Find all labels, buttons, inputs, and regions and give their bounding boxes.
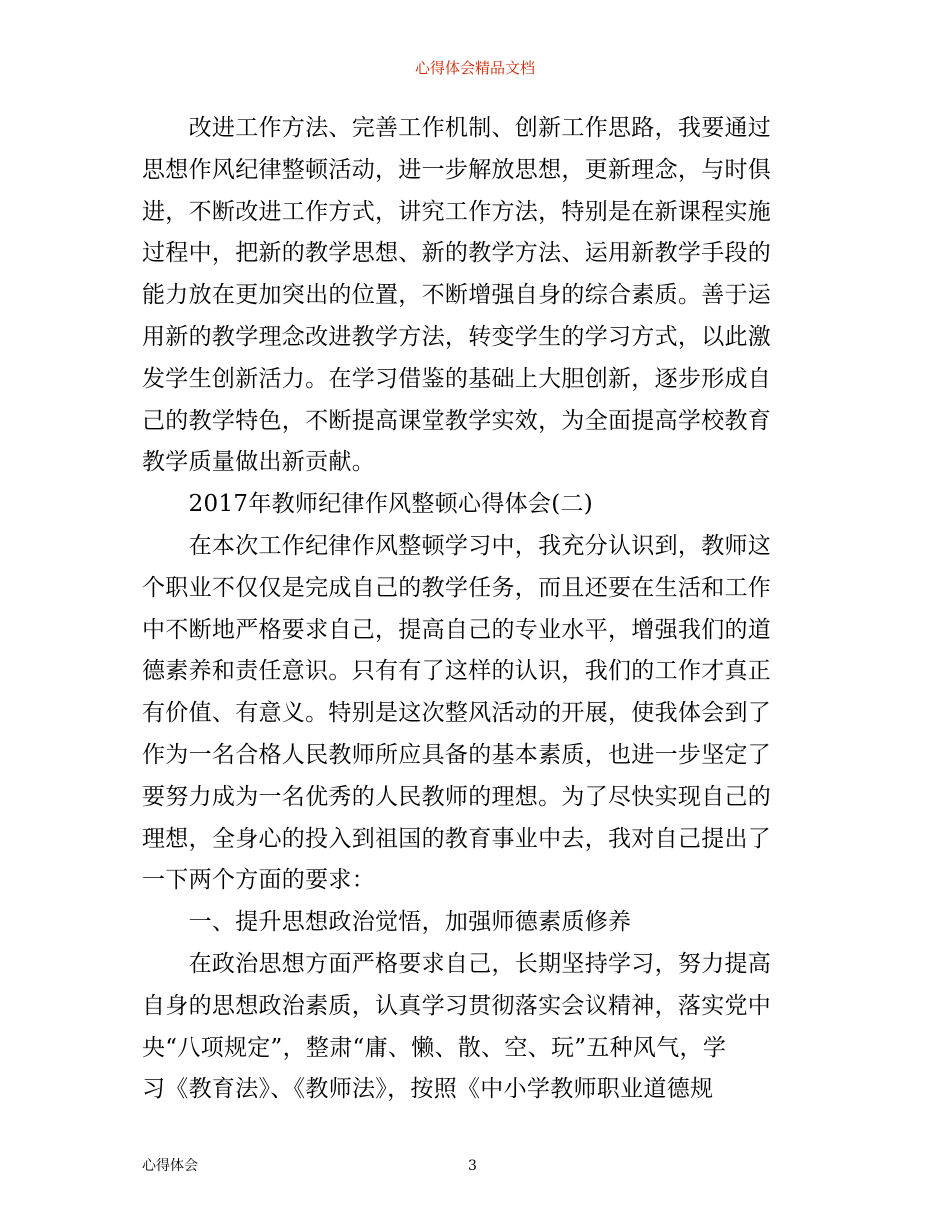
text-line: 德素养和责任意识。只有有了这样的认识，我们的工作才真正	[142, 658, 772, 685]
text-line: 在本次工作纪律作风整顿学习中，我充分认识到，教师这	[142, 532, 772, 559]
footer-label: 心得体会	[142, 1158, 198, 1174]
text-line: 教学质量做出新贡献。	[142, 449, 375, 476]
text-line: 思想作风纪律整顿活动，进一步解放思想，更新理念，与时俱	[142, 156, 772, 183]
text-line: 作为一名合格人民教师所应具备的基本素质，也进一步坚定了	[142, 741, 772, 768]
text-line: 一下两个方面的要求：	[142, 867, 375, 894]
text-line: 理想，全身心的投入到祖国的教育事业中去，我对自己提出了	[142, 825, 772, 852]
text-line: 发学生创新活力。在学习借鉴的基础上大胆创新，逐步形成自	[142, 365, 772, 392]
text-line: 用新的教学理念改进教学方法，转变学生的学习方式，以此激	[142, 323, 772, 350]
text-line: 习《教育法》、《教师法》，按照《中小学教师职业道德规	[142, 1076, 714, 1103]
text-line: 央“八项规定”，整肃“庸、懒、散、空、玩”五种风气，学	[142, 1034, 727, 1061]
text-line: 中不断地严格要求自己，提高自己的专业水平，增强我们的道	[142, 616, 772, 643]
text-line: 进，不断改进工作方式，讲究工作方法，特别是在新课程实施	[142, 198, 772, 225]
section-heading: 2017年教师纪律作风整顿心得体会(二)	[142, 491, 594, 518]
text-line: 个职业不仅仅是完成自己的教学任务，而且还要在生活和工作	[142, 574, 772, 601]
text-line: 在政治思想方面严格要求自己，长期坚持学习，努力提高	[142, 950, 772, 977]
document-body	[142, 108, 812, 1111]
text-line: 过程中，把新的教学思想、新的教学方法、运用新教学手段的	[142, 240, 772, 267]
subsection-heading: 一、提升思想政治觉悟，加强师德素质修养	[142, 909, 632, 936]
page-number: 3	[468, 1158, 477, 1174]
text-line: 能力放在更加突出的位置，不断增强自身的综合素质。善于运	[142, 282, 772, 309]
page-header: 心得体会精品文档	[414, 59, 535, 77]
text-line: 自身的思想政治素质，认真学习贯彻落实会议精神，落实党中	[142, 992, 772, 1019]
text-line: 有价值、有意义。特别是这次整风活动的开展，使我体会到了	[142, 700, 772, 727]
text-line: 要努力成为一名优秀的人民教师的理想。为了尽快实现自己的	[142, 783, 772, 810]
text-line: 己的教学特色，不断提高课堂教学实效，为全面提高学校教育	[142, 407, 772, 434]
text-line: 改进工作方法、完善工作机制、创新工作思路，我要通过	[142, 115, 772, 141]
